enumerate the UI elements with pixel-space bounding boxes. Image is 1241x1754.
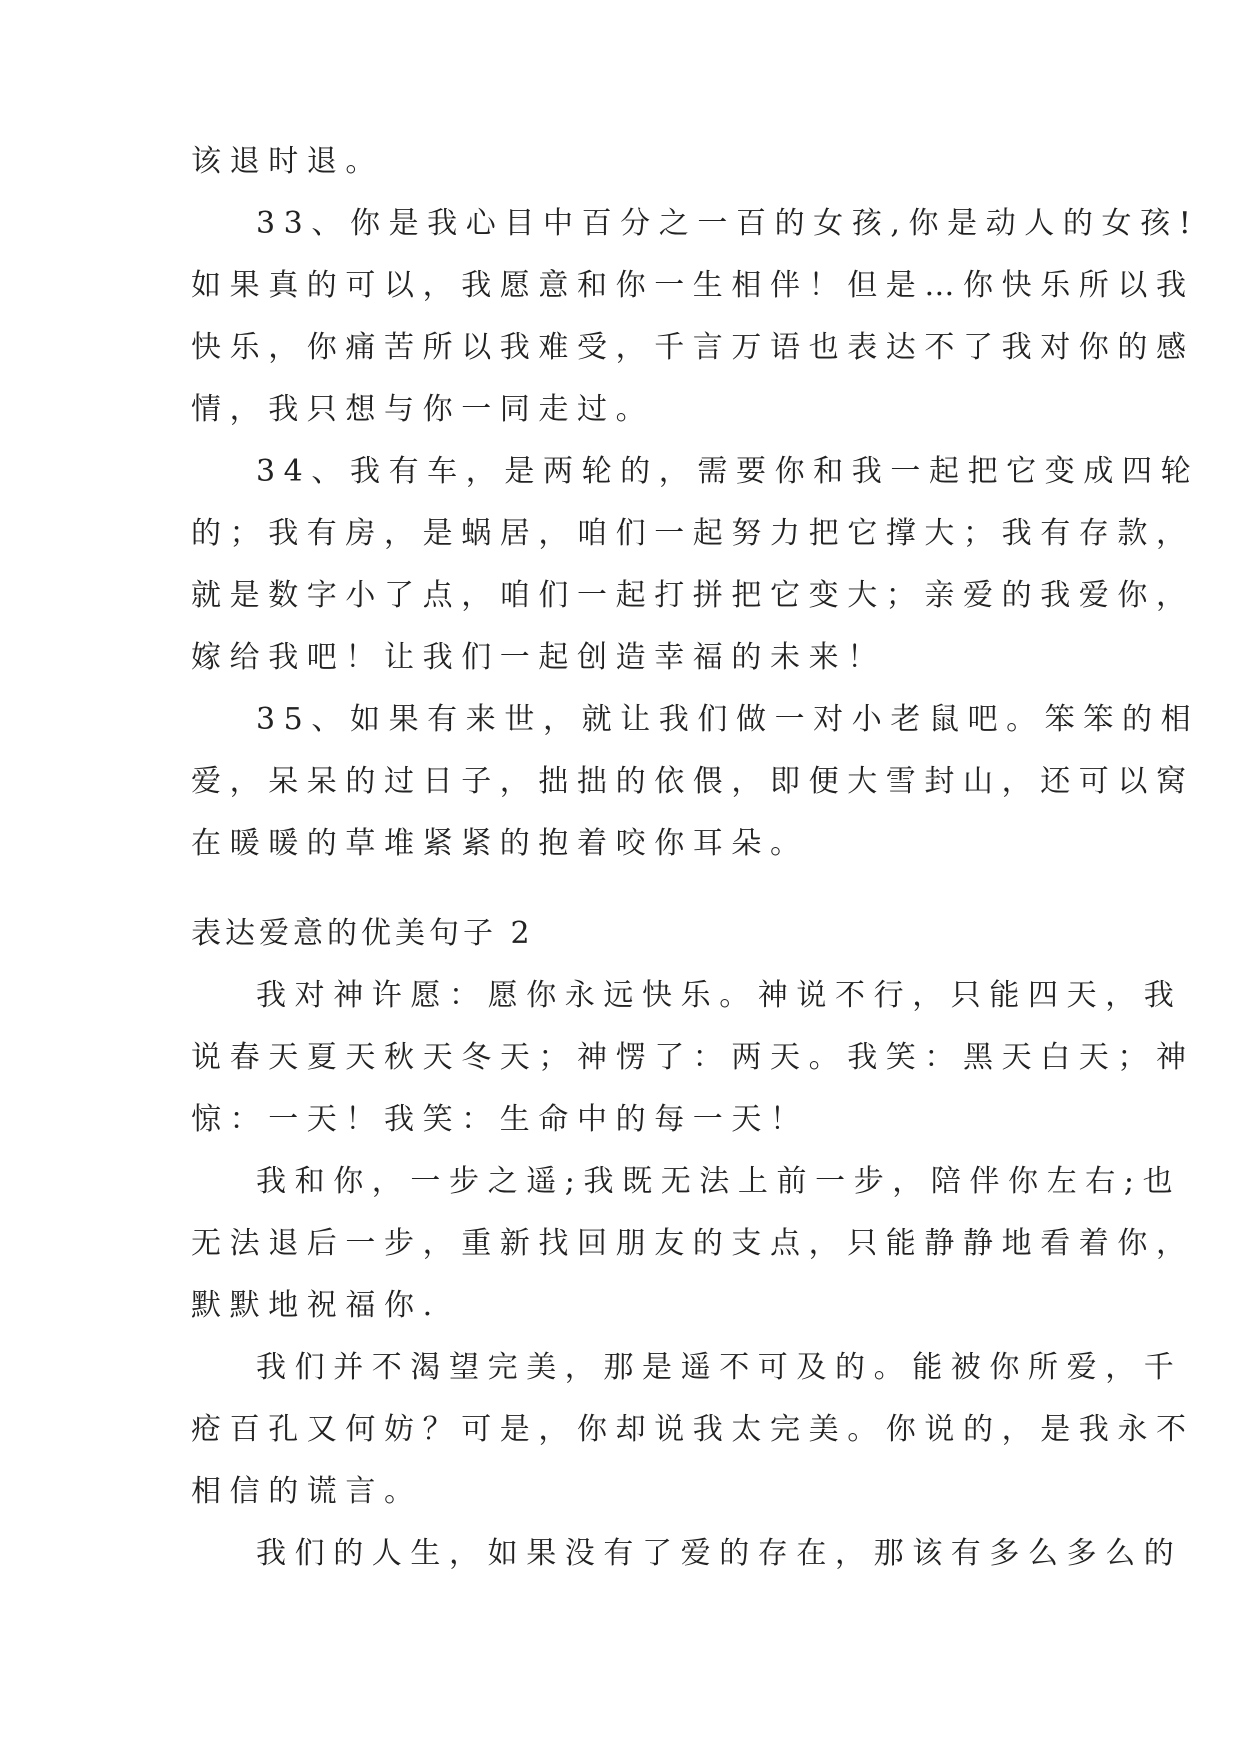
text-line: 默默地祝福你. — [191, 1288, 441, 1323]
paragraph-item-35 — [191, 689, 1200, 875]
text-line: 35、如果有来世，就让我们做一对小老鼠吧。笨笨的相 — [256, 702, 1200, 737]
paragraph-perfect — [191, 1337, 1195, 1523]
paragraph-item-34 — [191, 441, 1200, 689]
text-line: 快乐，你痛苦所以我难受，千言万语也表达不了我对你的感 — [191, 330, 1195, 365]
section-heading: 表达爱意的优美句子 2 — [191, 916, 534, 951]
text-line: 如果真的可以，我愿意和你一生相伴！但是…你快乐所以我 — [191, 268, 1195, 303]
text-line: 33、你是我心目中百分之一百的女孩,你是动人的女孩! — [256, 206, 1200, 241]
text-line: 我对神许愿：愿你永远快乐。神说不行，只能四天，我 — [256, 978, 1183, 1013]
text-line: 34、我有车，是两轮的，需要你和我一起把它变成四轮 — [256, 454, 1200, 489]
text-line: 我们的人生，如果没有了爱的存在，那该有多么多么的 — [256, 1536, 1183, 1571]
text-column-upper — [191, 131, 1200, 875]
text-line: 在暖暖的草堆紧紧的抱着咬你耳朵。 — [191, 826, 809, 861]
text-line: 相信的谎言。 — [191, 1474, 423, 1509]
text-line: 无法退后一步，重新找回朋友的支点，只能静静地看着你， — [191, 1226, 1195, 1261]
paragraph-wish — [191, 965, 1195, 1151]
text-line: 说春天夏天秋天冬天；神愣了：两天。我笑：黑天白天；神 — [191, 1040, 1195, 1075]
text-line: 情，我只想与你一同走过。 — [191, 392, 655, 427]
text-line: 我和你，一步之遥;我既无法上前一步，陪伴你左右;也 — [256, 1164, 1182, 1199]
paragraph-one-step — [191, 1151, 1195, 1337]
text-column-lower — [191, 903, 1195, 1585]
text-line: 的；我有房，是蜗居，咱们一起努力把它撑大；我有存款， — [191, 516, 1195, 551]
text-line: 该退时退。 — [191, 144, 384, 179]
paragraph-life — [191, 1523, 1183, 1585]
paragraph-item-33 — [191, 193, 1200, 441]
text-line: 疮百孔又何妨？可是，你却说我太完美。你说的，是我永不 — [191, 1412, 1195, 1447]
text-line: 就是数字小了点，咱们一起打拼把它变大；亲爱的我爱你， — [191, 578, 1195, 613]
text-line: 爱，呆呆的过日子，拙拙的依偎，即便大雪封山，还可以窝 — [191, 764, 1195, 799]
text-line: 惊：一天！我笑：生命中的每一天！ — [191, 1102, 809, 1137]
text-line: 我们并不渴望完美，那是遥不可及的。能被你所爱，千 — [256, 1350, 1183, 1385]
paragraph — [191, 131, 1047, 193]
text-line: 嫁给我吧！让我们一起创造幸福的未来！ — [191, 640, 886, 675]
